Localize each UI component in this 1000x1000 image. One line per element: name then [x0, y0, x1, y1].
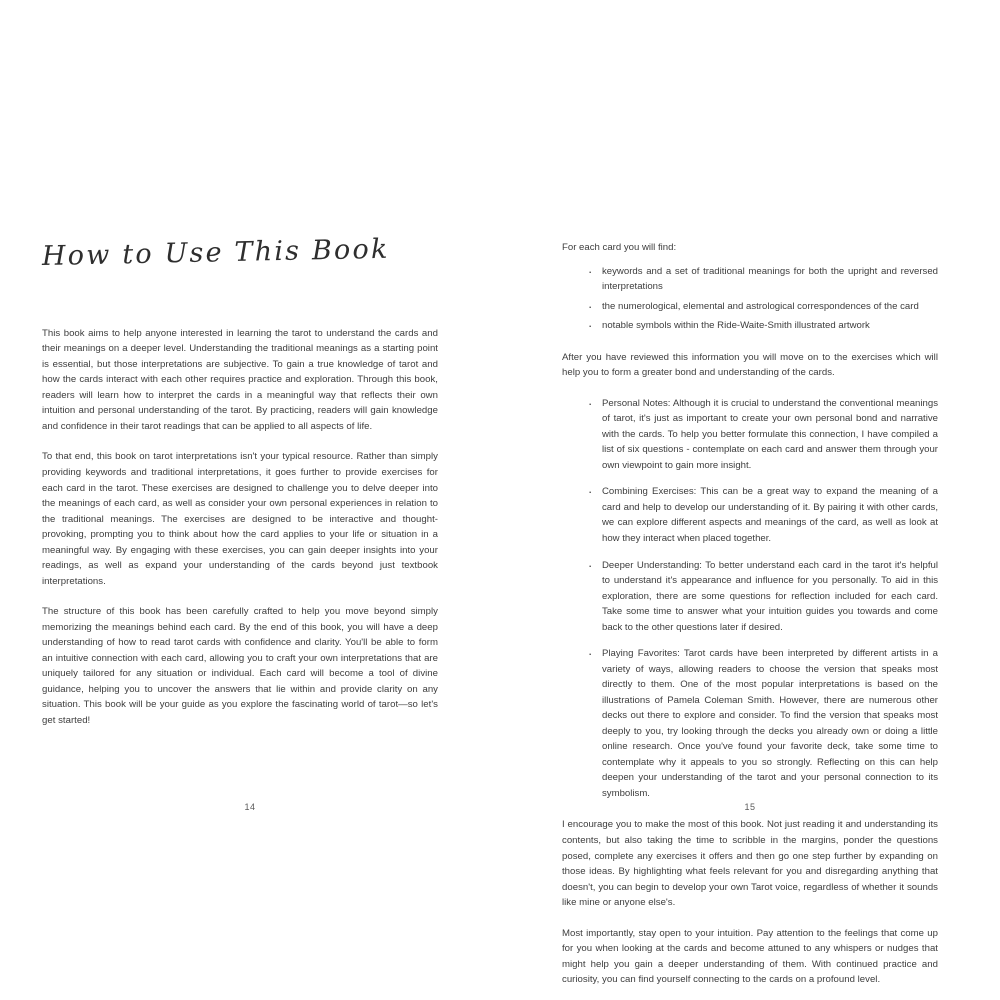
left-paragraph-1: This book aims to help anyone interested in learning the tarot to understand the cards and their meanings on a deeper level. Understanding the traditional meanings as a starting point is essential, but those interpretations are subjective. To gain a true knowledge of tarot and how the cards interact with each other requires practice and exploration. Through this book, readers will learn how to interpret the cards in a meaningful way that reflects their own intuition and personal understanding of the tarot. By practicing, readers will gain knowledge and confidence in their tarot readings that can be applied to all aspects of life. — [42, 327, 438, 432]
page-title: How to Use This Book — [41, 233, 390, 272]
closing-paragraph-1: I encourage you to make the most of this book. Not just reading it and understanding its contents, but also taking the time to scribble in the margins, ponder the questions posed, complete any exercises it offers and then go one step further by expanding on those ideas. By highlighting what feels relevant for you and disregarding anything that doesn't, you can begin to develop your own Tarot voice, regardless of whether it sounds like mine or anyone else's. — [562, 819, 938, 909]
list-item: · Playing Favorites: Tarot cards have been interpreted by different artists in a variety of ways, allowing readers to choose the version that speaks most directly to them. One of the most popular interpretations is based on the illustrations of Pamela Coleman Smith. However, there are numerous other decks out there to explore and consider. To find the version that speaks most deeply to you, try looking through the decks you already own or doing a little online research. Once you've found your favorite deck, take some time to contemplate why it appeals to you so strongly. Reflecting on this can help deepen your understanding of the tarot and your personal connection to its symbolism. — [588, 646, 938, 801]
closing-paragraph-2: Most importantly, stay open to your intuition. Pay attention to the feelings that come up for you when looking at the cards and become attuned to any whispers or nudges that might help you gain a deeper understanding of them. With continued practice and curiosity, you can find yourself connecting to the cards on a profound level. — [562, 927, 938, 986]
card-contents-list — [562, 264, 938, 334]
list-item: · keywords and a set of traditional meanings for both the upright and reversed interpretations — [588, 264, 938, 295]
list-item: · Personal Notes: Although it is crucial to understand the conventional meanings of tarot, it's just as important to create your own personal bond and narrative with the cards. To help you better formulate this connection, I have compiled a list of six questions - contemplate on each card and answer them through your own viewpoint to gain more insight. — [588, 396, 938, 474]
list-item: · the numerological, elemental and astrological correspondences of the card — [588, 299, 938, 315]
page-number-left: 14 — [244, 802, 256, 812]
card-contents-intro: For each card you will find: — [562, 242, 677, 253]
left-paragraph-3: The structure of this book has been carefully crafted to help you move beyond simply memorizing the meanings behind each card. By the end of this book, you will have a deep understanding of how to read tarot cards with confidence and clarity. You'll be able to form an intuitive connection with each card, allowing you to craft your own interpretations that are uniquely tailored for any situation or individual. Each card will become a tool of divine guidance, helping you to uncover the answers that lie within and provide clarity on any situation. This book will be your guide as you explore the fascinating world of tarot—so let's get started! — [42, 606, 438, 726]
page-number-right: 15 — [744, 802, 756, 812]
left-paragraph-2: To that end, this book on tarot interpretations isn't your typical resource. Rather than simply providing keywords and traditional interpretations, it goes further to provide exercises for each card in the tarot. These exercises are designed to challenge you to delve deeper into the meanings of each card, as well as consider your own personal experiences in relation to the traditional meanings. The exercises are designed to be interactive and thought-provoking, prompting you to think about how the card applies to your life or situation in a meaningful way. By engaging with these exercises, you can gain deeper insights into your readings, as well as expand your understanding of the cards beyond just textbook interpretations. — [42, 451, 438, 587]
after-review-paragraph: After you have reviewed this information you will move on to the exercises which will help you to form a greater bond and understanding of the cards. — [562, 351, 938, 379]
right-page — [500, 0, 1000, 1000]
list-item: · notable symbols within the Ride-Waite-Smith illustrated artwork — [588, 318, 938, 334]
exercises-list — [562, 396, 938, 802]
list-item: · Deeper Understanding: To better understand each card in the tarot it's helpful to understand it's appearance and influence for you personally. To aid in this exploration, there are some questions for reflection included for each card. Take some time to answer what your intuition guides you towards and come back to the other questions later if desired. — [588, 558, 938, 636]
list-item: · Combining Exercises: This can be a great way to expand the meaning of a card and help to develop our understanding of it. By pairing it with other cards, we can explore different aspects and meanings of the card, as well as look at how they interact when placed together. — [588, 484, 938, 546]
